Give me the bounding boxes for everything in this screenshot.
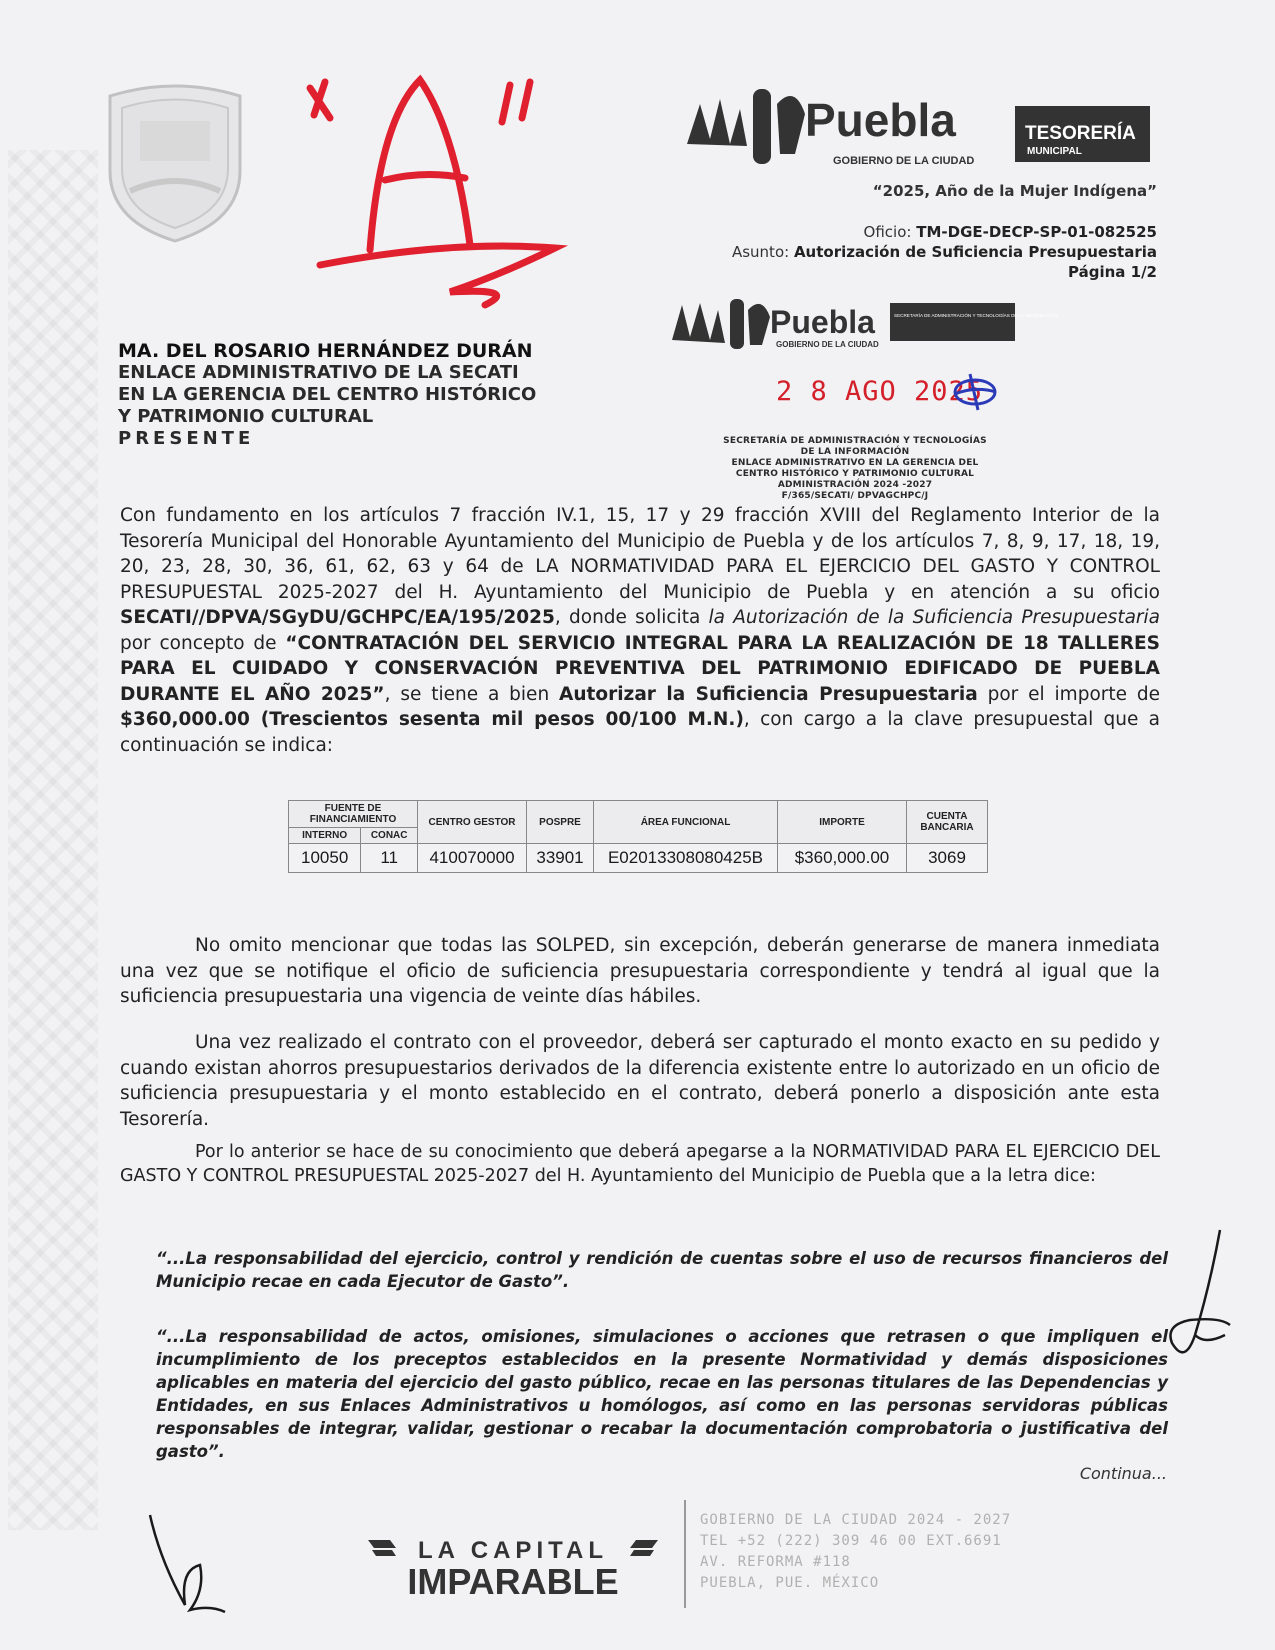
cell-area-funcional: E02013308080425B xyxy=(594,844,778,873)
paragraph-solped: No omito mencionar que todas las SOLPED, sin excepción, deberán generarse de manera inmediata una vez que se notifique el oficio de suficiencia presupuestaria correspondiente y tendrá al igual que la suficiencia presupuestaria una vigencia de veinte días hábiles. xyxy=(120,935,1160,1007)
authorization-text: Autorizar la Suficiencia Presupuestaria xyxy=(559,683,978,705)
stamp-brand: Puebla xyxy=(770,304,875,340)
cell-cuenta-bancaria: 3069 xyxy=(907,844,988,873)
text-run: , con cargo a la clave presupuestal que a continuación se indica: xyxy=(120,709,1160,756)
recipient-block xyxy=(118,340,536,450)
recipient-name: MA. DEL ROSARIO HERNÁNDEZ DURÁN xyxy=(118,340,533,362)
reference-block xyxy=(732,222,1157,282)
header-conac: CONAC xyxy=(361,828,418,844)
signature-right xyxy=(1160,1225,1235,1390)
page-number: Página 1/2 xyxy=(1068,263,1157,281)
header-centro-gestor: CENTRO GESTOR xyxy=(418,801,527,844)
oficio-label: Oficio: xyxy=(863,223,912,241)
stamp-line: ADMINISTRACIÓN 2024 -2027 xyxy=(777,480,933,490)
concept-title: “CONTRATACIÓN DEL SERVICIO INTEGRAL PARA LA REALIZACIÓN DE 18 TALLERES PARA EL CUIDADO Y CONSERVACIÓN PREVENTIVA DEL PATRIMONIO EDIFICADO DE PUEBLA DURANTE EL AÑO 2025” xyxy=(120,632,1160,705)
oficio-number: TM-DGE-DECP-SP-01-082525 xyxy=(916,223,1157,241)
header-importe: IMPORTE xyxy=(778,801,907,844)
slogan: “2025, Año de la Mujer Indígena” xyxy=(872,182,1157,200)
continued-note: Continua... xyxy=(1079,1464,1167,1483)
header-pospre: POSPRE xyxy=(527,801,594,844)
recipient-presente: PRESENTE xyxy=(118,428,255,449)
stamp-line: ENLACE ADMINISTRATIVO EN LA GERENCIA DEL xyxy=(731,458,979,468)
text-run: , se tiene a bien xyxy=(384,683,560,705)
quote-omisiones: “...La responsabilidad de actos, omisiones, simulaciones o acciones que retrasen o que impliquen el incumplimiento de los preceptos establecidos en la presente Normatividad y demás disposiciones aplicables en materia del ejercicio del gasto público, recae en las personas titulares de las Dependencias y Entidades, en sus Enlaces Administrativos u homólogos, así como en las personas servidoras públicas responsables de integrar, validar, gestionar o recabar la documentación comprobatoria o justificativa del gasto”. xyxy=(156,1327,1168,1461)
stamp-line: SECRETARÍA DE ADMINISTRACIÓN Y TECNOLOGÍAS xyxy=(723,436,987,446)
municipal-seal-icon xyxy=(100,76,250,246)
authorized-amount: $360,000.00 (Trescientos sesenta mil pesos 00/100 M.N.) xyxy=(120,709,744,730)
text-run: , donde solicita xyxy=(554,607,709,628)
cell-centro-gestor: 410070000 xyxy=(418,844,527,873)
asunto-label: Asunto: xyxy=(731,243,790,261)
asunto-value: Autorización de Suficiencia Presupuestaria xyxy=(793,243,1157,261)
stamp-secretaria: SECRETARÍA DE ADMINISTRACIÓN Y TECNOLOGÍAS DE LA INFORMACIÓN xyxy=(894,313,1059,318)
text-run: por concepto de xyxy=(120,632,286,654)
paragraph-fundamento xyxy=(120,503,1160,758)
header-interno: INTERNO xyxy=(289,828,361,844)
recipient-title: ENLACE ADMINISTRATIVO DE LA SECATI xyxy=(118,362,519,383)
la-capital-imparable-logo xyxy=(368,1530,658,1600)
cell-pospre: 33901 xyxy=(527,844,594,873)
reception-stamp-text xyxy=(690,436,1020,502)
oficio-reference: SECATI//DPVA/SGyDU/GCHPC/EA/195/2025 xyxy=(120,607,555,628)
department-sub: MUNICIPAL xyxy=(1027,146,1082,157)
table-row xyxy=(289,844,988,873)
italic-run: la Autorización de la Suficiencia Presupuestaria xyxy=(708,607,1160,628)
footer-address xyxy=(700,1510,1011,1594)
cell-conac: 11 xyxy=(361,844,418,873)
side-border-pattern xyxy=(8,150,98,1530)
recipient-title: EN LA GERENCIA DEL CENTRO HISTÓRICO xyxy=(118,384,537,405)
blue-ink-initials xyxy=(950,372,1000,412)
paragraph-normatividad: Por lo anterior se hace de su conocimiento que deberá apegarse a la NORMATIVIDAD PARA EL EJERCICIO DEL GASTO Y CONTROL PRESUPUESTAL 2025-2027 del H. Ayuntamiento del Municipio de Puebla que a la letra dice: xyxy=(120,1142,1160,1186)
brand-name: Puebla xyxy=(805,94,956,146)
quote-responsabilidad: “...La responsabilidad del ejercicio, control y rendición de cuentas sobre el uso de recursos financieros del Municipio recae en cada Ejecutor de Gasto”. xyxy=(156,1249,1168,1291)
address-line: GOBIERNO DE LA CIUDAD 2024 - 2027 xyxy=(700,1512,1012,1528)
department-name: TESORERÍA xyxy=(1025,123,1136,144)
address-line: AV. REFORMA #118 xyxy=(700,1554,851,1570)
address-line: PUEBLA, PUE. MÉXICO xyxy=(700,1575,880,1591)
secati-stamp-logo xyxy=(670,295,1059,355)
header-area-funcional: ÁREA FUNCIONAL xyxy=(594,801,778,844)
brand-sub: GOBIERNO DE LA CIUDAD xyxy=(833,155,975,167)
budget-key-table xyxy=(288,800,988,873)
address-line: TEL +52 (222) 309 46 00 EXT.6691 xyxy=(700,1533,1002,1549)
table-header-row xyxy=(289,801,988,828)
text-run: Con fundamento en los artículos 7 fracción IV.1, 15, 17 y 29 fracción XVIII del Reglamento Interior de la Tesorería Municipal del Honorable Ayuntamiento del Municipio de Puebla y de los artículos 7, 8, 9, 17, 18, 19, 20, 23, 28, 30, 36, 61, 62, 63 y 64 de LA NORMATIVIDAD PARA EL EJERCICIO DEL GASTO Y CONTROL PRESUPUESTAL 2025-2027 del H. Ayuntamiento del Municipio de Puebla y en atención a su oficio xyxy=(120,505,1160,603)
red-annotation-mark xyxy=(300,60,600,330)
footer-divider xyxy=(684,1500,686,1608)
stamp-brand-sub: GOBIERNO DE LA CIUDAD xyxy=(776,340,879,349)
puebla-tesoreria-logo xyxy=(685,84,1150,174)
footer-logo-line1: LA CAPITAL xyxy=(418,1537,608,1564)
cell-interno: 10050 xyxy=(289,844,361,873)
stamp-line: F/365/SECATI/ DPVAGCHPC/J xyxy=(781,491,929,501)
recipient-title: Y PATRIMONIO CULTURAL xyxy=(118,406,374,427)
signature-left xyxy=(140,1510,240,1620)
stamp-line: CENTRO HISTÓRICO Y PATRIMONIO CULTURAL xyxy=(735,469,975,479)
received-date-stamp: 2 8 AGO 2025 xyxy=(776,376,984,407)
paragraph-contrato: Una vez realizado el contrato con el proveedor, deberá ser capturado el monto exacto en su pedido y cuando existan ahorros presupuestarios derivados de la diferencia existente entre lo autorizado en un oficio de suficiencia presupuestaria y el monto establecido en el contrato, deberá ponerlo a disposición ante esta Tesorería. xyxy=(120,1032,1160,1130)
footer-logo-line2: IMPARABLE xyxy=(407,1561,619,1602)
stamp-line: DE LA INFORMACIÓN xyxy=(800,447,910,457)
cell-importe: $360,000.00 xyxy=(778,844,907,873)
header-cuenta-bancaria: CUENTA BANCARIA xyxy=(907,801,988,844)
header-fuente: FUENTE DE FINANCIAMIENTO xyxy=(289,801,418,828)
text-run: por el importe de xyxy=(977,683,1160,705)
